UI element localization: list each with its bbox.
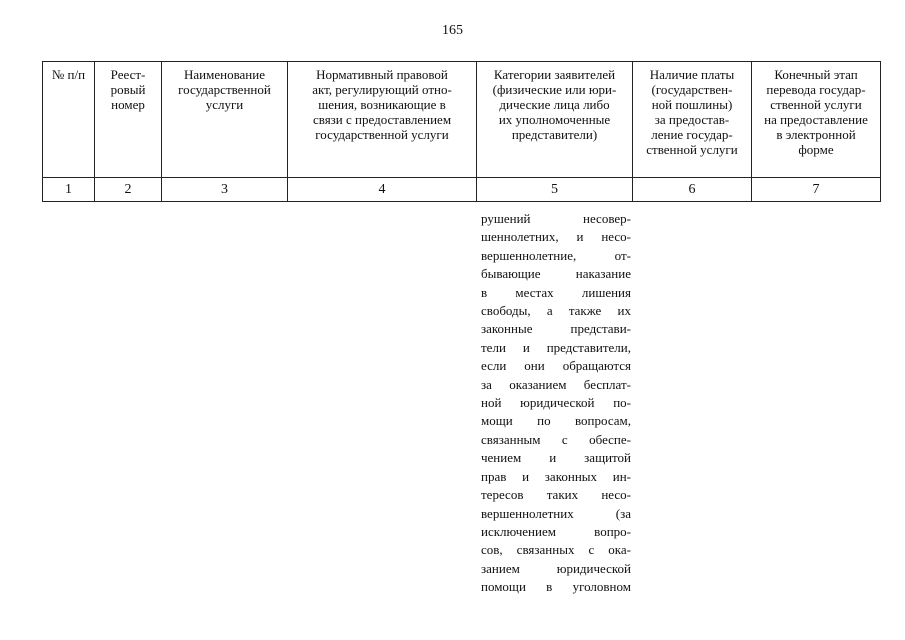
applicant-categories-continuation [481, 210, 631, 597]
header-cell: Наличие платы (государствен- ной пошлины) за предостав- ление государ- ственной услуги [633, 62, 752, 178]
column-number-cell: 5 [477, 178, 633, 202]
header-cell: Наименование государственной услуги [162, 62, 288, 178]
text-line: чением и защитой [481, 450, 631, 466]
text-line: ной юридической по- [481, 395, 631, 411]
text-line: связанным с обеспе- [481, 431, 631, 447]
text-line: законные представи- [481, 321, 631, 337]
text-line: прав и законных ин- [481, 468, 631, 484]
text-line: сов, связанных с ока- [481, 542, 631, 558]
column-number-cell: 4 [288, 178, 477, 202]
text-line: рушений несовер- [481, 211, 631, 226]
text-line: за оказанием бесплат- [481, 376, 631, 392]
text-line: помощи в уголовном [481, 579, 631, 595]
column-number-row [43, 178, 881, 202]
header-cell: Реест- ровый номер [95, 62, 162, 178]
header-row [43, 62, 881, 178]
text-line: бывающие наказание [481, 266, 631, 282]
page-number: 165 [442, 23, 463, 38]
text-line: мощи по вопросам, [481, 413, 631, 429]
text-line: если они обращаются [481, 358, 631, 374]
column-number-cell: 3 [162, 178, 288, 202]
column-number-cell: 2 [95, 178, 162, 202]
text-line: шеннолетних, и несо- [481, 229, 631, 245]
header-cell: № п/п [43, 62, 95, 178]
services-table-header [42, 61, 881, 202]
column-number-cell: 6 [633, 178, 752, 202]
header-cell: Конечный этап перевода государ- ственной услуги на предоставление в электронной форме [752, 62, 881, 178]
text-line: тели и представители, [481, 339, 631, 355]
text-line: в местах лишения [481, 284, 631, 300]
text-line: исключением вопро- [481, 523, 631, 539]
text-line: вершеннолетних (за [481, 505, 631, 521]
column-number-cell: 1 [43, 178, 95, 202]
column-number-cell: 7 [752, 178, 881, 202]
text-line: вершеннолетние, от- [481, 247, 631, 263]
header-cell: Категории заявителей (физические или юри- дические лица либо их уполномоченные представители) [477, 62, 633, 178]
text-line: занием юридической [481, 560, 631, 576]
header-cell: Нормативный правовой акт, регулирующий отно- шения, возникающие в связи с предоставлением государственной услуги [288, 62, 477, 178]
text-line: тересов таких несо- [481, 487, 631, 503]
text-line: свободы, а также их [481, 303, 631, 319]
